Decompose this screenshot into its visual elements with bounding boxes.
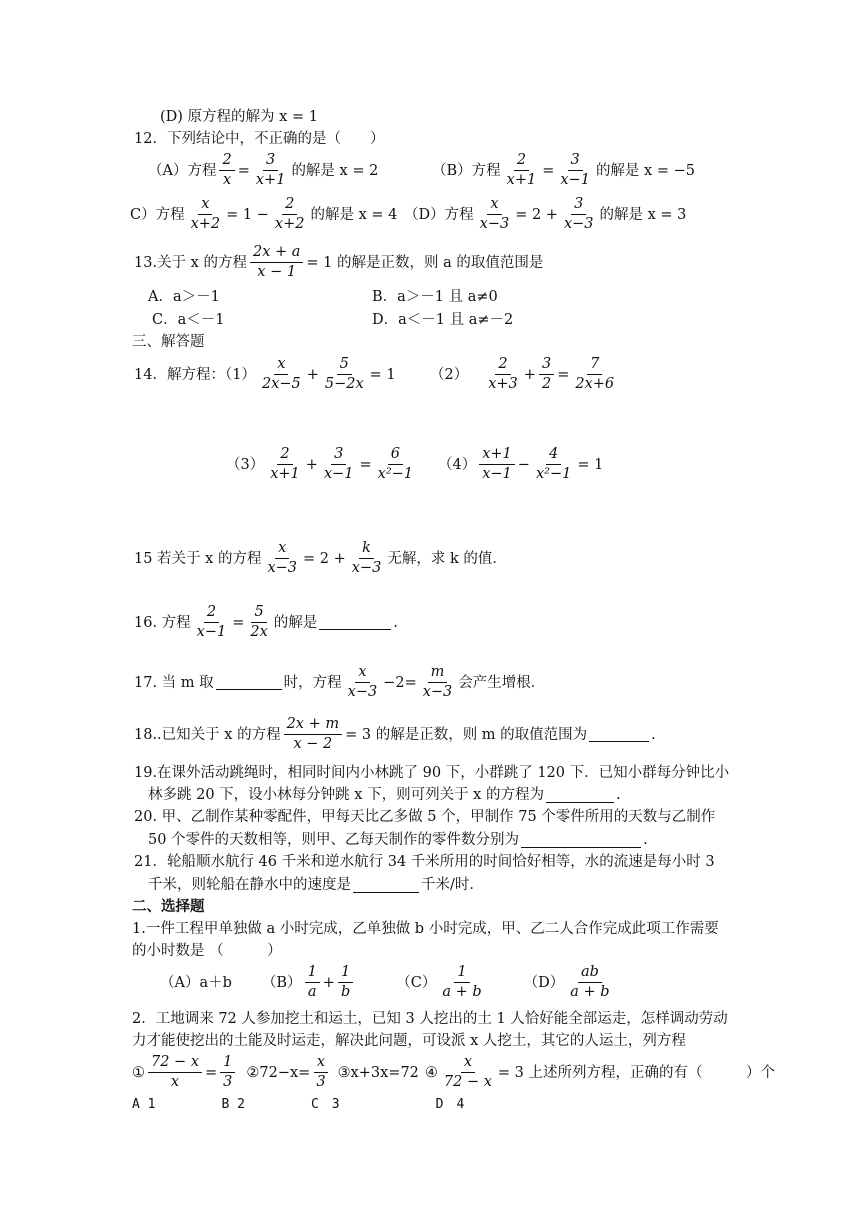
answer-blank[interactable] [353, 878, 419, 893]
option-b: B 2 [221, 1097, 245, 1112]
q13-option-b: B．a＞－1 且 a≠0 [372, 289, 498, 305]
q21-line-2: 千米，则轮船在静水中的速度是 千米/时． [148, 877, 484, 893]
fraction: $\frac{3}{x-1}$ [560, 152, 590, 188]
q21-line-1: 21．轮船顺水航行 46 千米和逆水航行 34 千米所用的时间恰好相等，水的流速是每小时 3 [134, 854, 715, 870]
option-c: （C） [396, 974, 437, 991]
option-a: A 1 [132, 1097, 156, 1112]
fraction: $\frac{3}{2}$ [539, 356, 554, 393]
fraction: $\frac{x}{x-3}$ [347, 664, 378, 700]
fraction: $\frac{x}{72 - x}$ [443, 1054, 492, 1090]
fraction: $\frac{4}{\text{x²−1}}$ [535, 446, 572, 482]
fraction: $\frac{x+1}{x-1}$ [479, 446, 515, 483]
answer-blank[interactable] [319, 615, 391, 630]
q16: 16. 方程 $\frac{2}{x-1}$ = $\frac{5}{2x}$ 的解是 . [134, 604, 398, 640]
fraction: $\frac{2}{x+2}$ [274, 196, 305, 232]
s1-line-1: 1.一件工程甲单独做 a 小时完成，乙单独做 b 小时完成，甲、乙二人合作完成此项工作需要 [132, 921, 719, 937]
q14-eq-1: 14．解方程：（1） $\frac{x}{2x-5}$ + $\frac{5}{5-2x}$ = 1 [134, 356, 396, 392]
q12-option-d: （D）方程 $\frac{x}{x-3}$ = 2 + $\frac{3}{x-3}$ 的解是 x = 3 [404, 196, 687, 232]
option-b: （B） [261, 974, 302, 991]
q12-option-b: （B）方程 $\frac{2}{x+1}$ = $\frac{3}{x-1}$ 的解是 x = −5 [432, 152, 695, 188]
option-d: （D） [523, 974, 565, 991]
fraction: $\frac{2}{x+1}$ [506, 152, 537, 188]
s2-options [132, 1096, 464, 1114]
fraction: $\frac{2}{x+1}$ [270, 446, 300, 482]
fraction: $\frac{1}{b}$ [338, 964, 353, 1001]
fraction: $\frac{1}{a + b}$ [442, 964, 482, 1000]
q12-option-c: C）方程 $\frac{x}{x+2}$ = 1 − $\frac{2}{x+2}$ 的解是 x = 4 [130, 196, 398, 232]
q12-option-a: （A）方程 $\frac{2}{x}$ = $\frac{3}{x+1}$ 的解是 x = 2 [148, 152, 379, 188]
q13-option-a: A．a＞－1 [148, 289, 220, 305]
fraction: $\frac{k}{x-3}$ [351, 540, 382, 576]
q20-line-1: 20. 甲、乙制作某种零配件，甲每天比乙多做 5 个，甲制作 75 个零件所用的天数与乙制作 [134, 809, 716, 825]
q14-eq-2: （2） $\frac{2}{x+3}$ + $\frac{3}{2}$ = $\frac{7}{2x+6}$ [430, 356, 620, 393]
fraction: $\frac{6}{\text{x²−1}}$ [377, 446, 414, 482]
fraction: $\frac{2x + m}{x - 2}$ [284, 716, 343, 753]
option-c: C 3 [310, 1097, 340, 1112]
option-d: D 4 [435, 1097, 465, 1112]
fraction: $\frac{x}{x-3}$ [267, 540, 298, 576]
fraction: $\frac{2}{x-1}$ [196, 604, 227, 640]
fraction: $\frac{2}{x}$ [219, 152, 234, 189]
fraction: $\frac{x}{3}$ [313, 1054, 328, 1091]
s2-line-1: 2．工地调来 72 人参加挖土和运土，已知 3 人挖出的土 1 人恰好能全部运走，怎样调动劳动 [132, 1011, 728, 1027]
q20-line-2: 50 个零件的天数相等，则甲、乙每天制作的零件数分别为 . [148, 832, 648, 848]
fraction: $\frac{7}{2x+6}$ [575, 356, 615, 392]
q19-line-2: 林多跳 20 下，设小林每分钟跳 x 下，则可列关于 x 的方程为 . [148, 787, 621, 803]
answer-blank[interactable] [216, 675, 282, 690]
s1-options: （A）a＋b （B） $\frac{1}{a}$ + $\frac{1}{b}$ （C） $\frac{1}{a + b}$ （D） $\frac{ab}{a + b}$ [160, 964, 616, 1001]
answer-blank[interactable] [546, 788, 614, 803]
fraction: $\frac{1}{a}$ [305, 964, 320, 1001]
q14-eq-4: （4） $\frac{x+1}{x-1}$ − $\frac{4}{\text{x²−1}}$ = 1 [438, 446, 604, 482]
fraction: $\frac{3}{x-3}$ [563, 196, 594, 232]
s1-line-2: 的小时数是 （ ） [132, 943, 282, 959]
fraction: $\frac{2x + a}{x - 1}$ [250, 244, 303, 281]
fraction: $\frac{5}{2x}$ [250, 604, 268, 640]
section-heading: 三、解答题 [132, 334, 205, 350]
q13-option-c: C．a＜－1 [152, 312, 225, 328]
fraction: $\frac{3}{x+1}$ [255, 152, 286, 188]
q15: 15 若关于 x 的方程 $\frac{x}{x-3}$ = 2 + $\frac{k}{x-3}$ 无解，求 k 的值． [134, 540, 507, 576]
q18: 18..已知关于 x 的方程 $\frac{2x + m}{x - 2}$ = 3 的解是正数，则 m 的取值范围为 . [134, 716, 656, 752]
section-heading: 二、选择题 [132, 898, 205, 915]
prev-option-d [160, 108, 318, 126]
fraction: $\frac{ab}{a + b}$ [570, 964, 610, 1000]
fraction: $\frac{x}{2x-5}$ [261, 356, 301, 392]
fraction: $\frac{5}{5-2x}$ [324, 356, 364, 392]
option-a: （A）a＋b [160, 974, 232, 991]
fraction: $\frac{2}{x+3}$ [488, 356, 518, 392]
fraction: $\frac{x}{x-3}$ [479, 196, 510, 232]
fraction: $\frac{1}{3}$ [220, 1054, 235, 1091]
q13-stem: 13.关于 x 的方程 $\frac{2x + a}{x - 1}$ = 1 的解是正数，则 a 的取值范围是 [134, 244, 544, 280]
s2-line-2: 力才能使挖出的土能及时运走，解决此问题，可设派 x 人挖土，其它的人运土，列方程 [132, 1033, 686, 1049]
q13-option-d: D．a＜－1 且 a≠－2 [372, 312, 514, 328]
q19-line-1: 19.在课外活动跳绳时，相同时间内小林跳了 90 下，小群跳了 120 下．已知小群每分钟比小 [134, 765, 730, 781]
q17: 17. 当 m 取 时，方程 $\frac{x}{x-3}$ −2= $\frac{m}{x-3}$ 会产生增根． [134, 664, 546, 700]
fraction: $\frac{m}{x-3}$ [422, 664, 453, 700]
q12-stem: 12．下列结论中，不正确的是（ ） [134, 131, 385, 147]
option-text: (D) 原方程的解为 x = 1 [160, 109, 318, 125]
answer-blank[interactable] [521, 833, 641, 848]
fraction: $\frac{x}{x+2}$ [190, 196, 221, 232]
fraction: $\frac{3}{x-1}$ [323, 446, 354, 482]
s2-equations: ① $\frac{72 - x}{x}$ = $\frac{1}{3}$ ②72−x= $\frac{x}{3}$ ③x+3x=72 ④ $\frac{x}{72 - x}$ = 3 上述所列方程，正确的有（ ）个 [132, 1054, 775, 1090]
answer-blank[interactable] [589, 727, 649, 742]
fraction: $\frac{72 - x}{x}$ [148, 1054, 202, 1091]
q14-eq-3: （3） $\frac{2}{x+1}$ + $\frac{3}{x-1}$ = $\frac{6}{\text{x²−1}}$ [226, 446, 419, 483]
